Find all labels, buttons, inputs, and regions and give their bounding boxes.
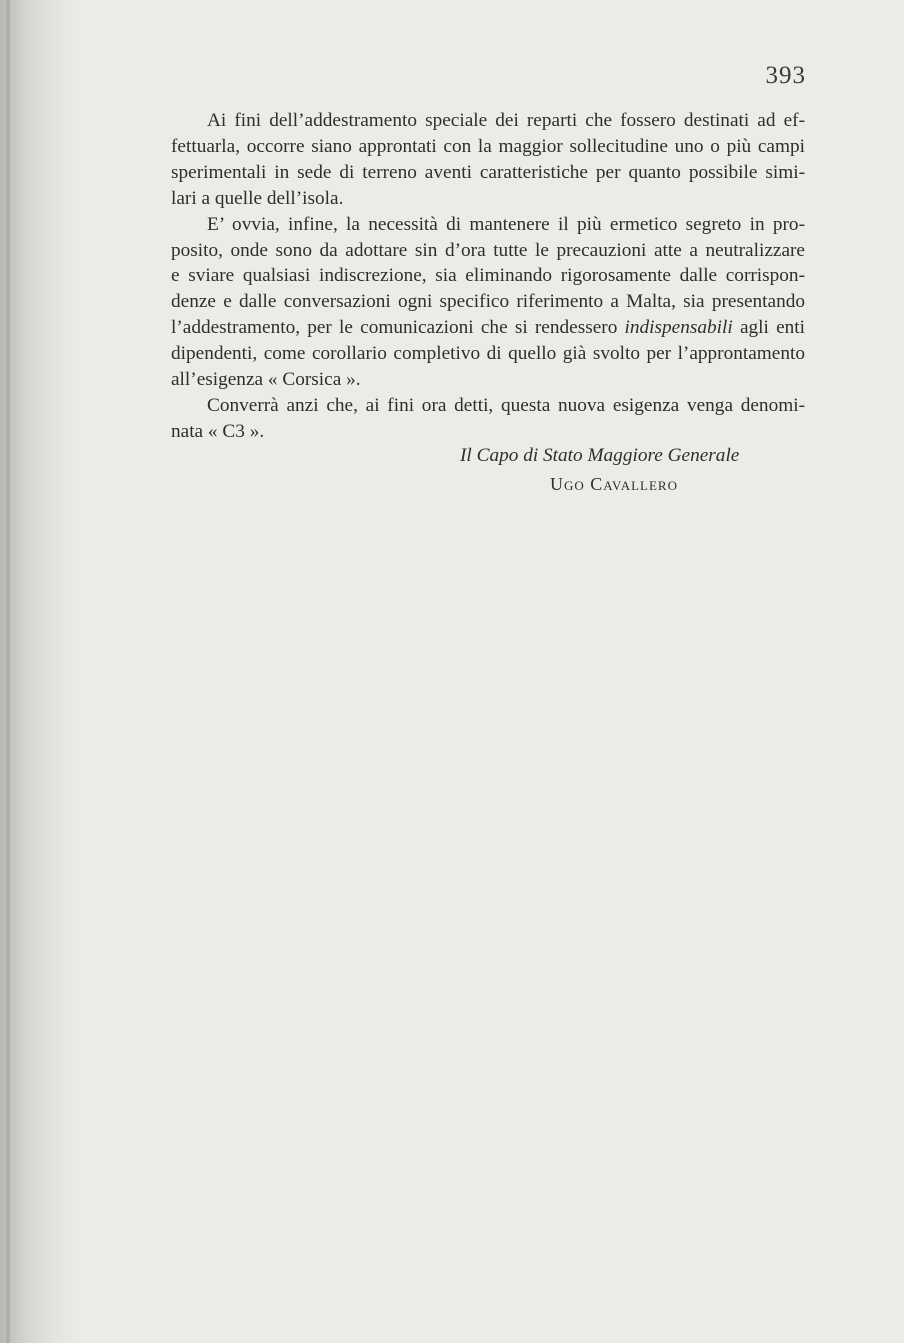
text-line: all’esigenza « Corsica ». [171, 369, 361, 391]
italic-emphasis: indispensabili [624, 317, 733, 339]
paragraph-2 [135, 212, 805, 393]
text-line: denze e dalle conversazioni ogni specifico riferimento a Malta, sia presentando [171, 291, 805, 313]
text-line: Ai fini dell’addestramento speciale dei reparti che fossero destinati ad ef- [207, 110, 805, 131]
text-line-with-italic [135, 315, 805, 341]
text-line: lari a quelle dell’isola. [171, 187, 344, 209]
text-line: nata « C3 ». [171, 420, 265, 442]
paragraph-1 [135, 108, 805, 212]
page-number: 393 [765, 62, 806, 89]
text-line: sperimentali in sede di terreno aventi caratteristiche per quanto possibile simi- [171, 161, 805, 183]
text-line: fettuarla, occorre siano approntati con la maggior sollecitudine uno o più campi [171, 135, 805, 157]
signature-title: Il Capo di Stato Maggiore Generale [460, 445, 740, 466]
binding-gutter-shadow [0, 0, 80, 1343]
text-line: posito, onde sono da adottare sin d’ora tutte le precauzioni atte a neutralizzare [171, 239, 805, 261]
text-segment: l’addestramento, per le comunicazioni che si rendessero [171, 317, 618, 339]
text-line: Converrà anzi che, ai fini ora detti, questa nuova esigenza venga denomi- [207, 394, 805, 416]
signature-block [460, 443, 820, 495]
signature-name: Ugo Cavallero [550, 474, 678, 494]
text-line: e sviare qualsiasi indiscrezione, sia eliminando rigorosamente dalle corrispon- [171, 265, 805, 287]
text-line: dipendenti, come corollario completivo di quello già svolto per l’approntamento [171, 343, 805, 365]
paragraph-3 [135, 393, 805, 445]
text-line: E’ ovvia, infine, la necessità di mantenere il più ermetico segreto in pro- [207, 213, 805, 235]
text-segment: agli enti [739, 317, 805, 339]
body-text [135, 108, 805, 445]
